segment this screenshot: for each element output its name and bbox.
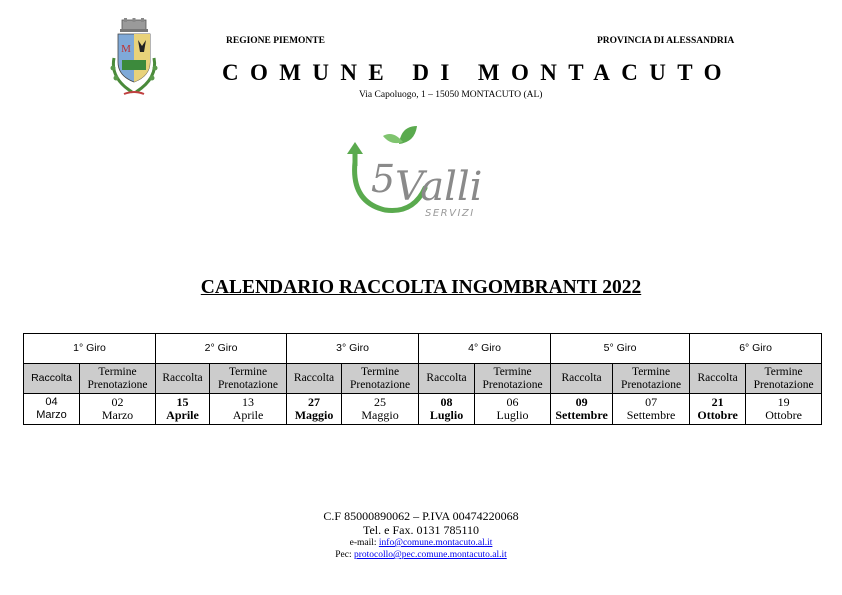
raccolta-header: Raccolta: [419, 364, 475, 394]
dates-row: [24, 394, 822, 425]
svg-text:M: M: [121, 43, 131, 55]
raccolta-date-giro-6: 21 Ottobre: [690, 394, 746, 425]
giro-2-header: 2° Giro: [156, 334, 287, 364]
termine-header: Termine Prenotazione: [475, 364, 551, 394]
raccolta-header: Raccolta: [690, 364, 746, 394]
termine-date-giro-2: 13 Aprile: [210, 394, 287, 425]
tax-ids: C.F 85000890062 – P.IVA 00474220068: [323, 509, 519, 523]
termine-date-giro-4: 06 Luglio: [475, 394, 551, 425]
pec-label: Pec:: [335, 550, 354, 560]
termine-date-giro-1: 02 Marzo: [80, 394, 156, 425]
termine-header: Termine Prenotazione: [210, 364, 287, 394]
municipal-crest-icon: [104, 18, 164, 100]
raccolta-date-giro-5: 09 Settembre: [551, 394, 613, 425]
termine-header: Termine Prenotazione: [746, 364, 822, 394]
pec-link[interactable]: protocollo@pec.comune.montacuto.al.it: [353, 550, 507, 560]
raccolta-header: Raccolta: [24, 364, 80, 394]
province-label: PROVINCIA DI ALESSANDRIA: [597, 36, 735, 46]
giro-3-header: 3° Giro: [287, 334, 419, 364]
comune-title: COMUNE DI MONTACUTO: [222, 60, 733, 85]
raccolta-date-giro-4: 08 Luglio: [419, 394, 475, 425]
giro-1-header: 1° Giro: [24, 334, 156, 364]
logo-text: Valli: [395, 164, 483, 210]
raccolta-date-giro-3: 27 Maggio: [287, 394, 342, 425]
termine-header: Termine Prenotazione: [80, 364, 156, 394]
termine-date-giro-3: 25 Maggio: [342, 394, 419, 425]
calendar-table: [23, 333, 822, 425]
comune-address: Via Capoluogo, 1 – 15050 MONTACUTO (AL): [359, 90, 543, 100]
termine-header: Termine Prenotazione: [613, 364, 690, 394]
raccolta-date-giro-1: 04 Marzo: [24, 394, 80, 425]
pec-line: [0, 549, 842, 561]
email-label: e-mail:: [349, 538, 379, 548]
email-link[interactable]: info@comune.montacuto.al.it: [378, 538, 493, 548]
termine-date-giro-5: 07 Settembre: [613, 394, 690, 425]
termine-header: Termine Prenotazione: [342, 364, 419, 394]
footer: [0, 509, 842, 561]
giro-6-header: 6° Giro: [690, 334, 822, 364]
logo-subtext: SERVIZI: [425, 208, 475, 219]
raccolta-header: Raccolta: [287, 364, 342, 394]
raccolta-date-giro-2: 15 Aprile: [156, 394, 210, 425]
logo-number: 5: [371, 157, 396, 201]
giro-4-header: 4° Giro: [419, 334, 551, 364]
email-line: [0, 537, 842, 549]
termine-date-giro-6: 19 Ottobre: [746, 394, 822, 425]
5valli-servizi-logo: [343, 122, 503, 222]
giro-5-header: 5° Giro: [551, 334, 690, 364]
raccolta-header: Raccolta: [156, 364, 210, 394]
phone-fax: Tel. e Fax. 0131 785110: [362, 523, 480, 537]
column-header-row: [24, 364, 822, 394]
region-label: REGIONE PIEMONTE: [226, 36, 325, 46]
giro-header-row: [24, 334, 822, 364]
raccolta-header: Raccolta: [551, 364, 613, 394]
calendar-title: CALENDARIO RACCOLTA INGOMBRANTI 2022: [200, 277, 642, 298]
